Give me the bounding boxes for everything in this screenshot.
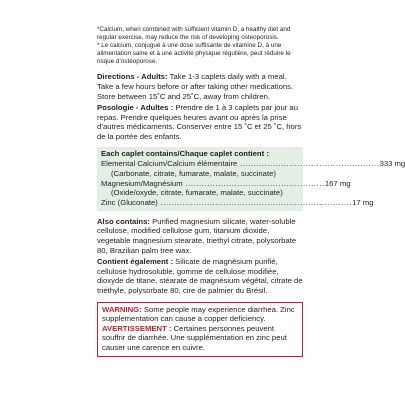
warning-fr-label: AVERTISSEMENT : (102, 323, 172, 333)
panel-heading: Each caplet contains/Chaque caplet contient : (101, 148, 269, 158)
also-contains-en (97, 217, 303, 255)
disclaimer-en: *Calcium, when combined with sufficient vitamin D, a healthy diet and regular exercise, may reduce the risk of developing osteoporosis. (97, 26, 291, 42)
ingredient-amount: 167 mg (324, 178, 351, 188)
also-contains-fr (97, 257, 303, 295)
directions-block (97, 72, 303, 141)
ingredient-detail: (Carbonate, citrate, fumarate, malate, succinate) (111, 169, 276, 179)
ingredient-detail: (Oxide/oxyde, citrate, fumarate, malate, succinate) (111, 188, 283, 198)
nutrition-panel (97, 147, 405, 211)
ingredient-name: Magnesium/Magnésium (101, 178, 183, 188)
disclaimer-fr: * Le calcium, conjugué à une dose suffisante de vitamine D, à une alimentation saine et à une activité physique régulière, peut réduire le risque d’ostéoporose. (97, 42, 291, 66)
warning-en-label: WARNING: (102, 304, 142, 314)
directions-fr-text: Prendre de 1 à 3 caplets par jour au repas. Prendre quelques heures avant ou après la prise d’autres médicaments. Conserver entre 15 ˚C et 25 ˚C, hors de la portée des enfants. (97, 103, 302, 142)
product-label (97, 26, 405, 357)
ingredient-row (101, 159, 405, 169)
warning-box (97, 302, 303, 357)
disclaimer-block (97, 26, 303, 66)
also-contains-fr-label: Contient également : (97, 257, 174, 267)
directions-fr-label: Posologie - Adultes : (97, 103, 174, 113)
also-contains-block (97, 217, 303, 296)
directions-en-text: Take 1-3 caplets daily with a meal. Take a few hours before or after taking other medications. Store between 15˚C and 25˚C, away from children. (97, 72, 294, 101)
leader-dots: ................................................... (182, 178, 325, 188)
ingredient-amount: 333 mg (379, 159, 405, 169)
ingredient-row (101, 198, 374, 208)
also-contains-en-label: Also contains: (97, 216, 150, 226)
warning-fr-text: Certaines personnes peuvent souffrir de diarrhée. Une supplémentation en zinc peut causer une carence en cuivre. (102, 323, 287, 352)
ingredient-row (101, 178, 351, 189)
warning-en (102, 305, 298, 324)
directions-fr (97, 103, 303, 141)
ingredient-name: Zinc (Gluconate) (101, 198, 158, 208)
also-contains-en-text: Purified magnesium silicate, water-soluble cellulose, modified cellulose gum, titanium dioxide, vegetable magnesium stearate, triethyl citrate, polysorbate 80, Brazilian palm tree wax. (97, 216, 297, 255)
leader-dots: ................................................... (237, 159, 380, 169)
warning-en-text: Some people may experience diarrhea. Zinc supplementation can cause a copper deficiency. (102, 304, 295, 324)
ingredient-name: Elemental Calcium/Calcium élémentaire (101, 159, 238, 169)
also-contains-fr-text: Silicate de magnésium purifié, cellulose hydrosoluble, gomme de cellulose modifiée, dioxyde de titane, stéarate de magnésium végétal, citrate de triéthyle, polysorbate 80, cire de palmier du Brésil. (97, 257, 303, 295)
directions-en-label: Directions - Adults: (97, 72, 168, 82)
directions-en (97, 72, 303, 101)
leader-dots: ...................................................................... (157, 198, 353, 208)
ingredient-amount: 17 mg (352, 198, 374, 208)
warning-fr (102, 324, 298, 353)
